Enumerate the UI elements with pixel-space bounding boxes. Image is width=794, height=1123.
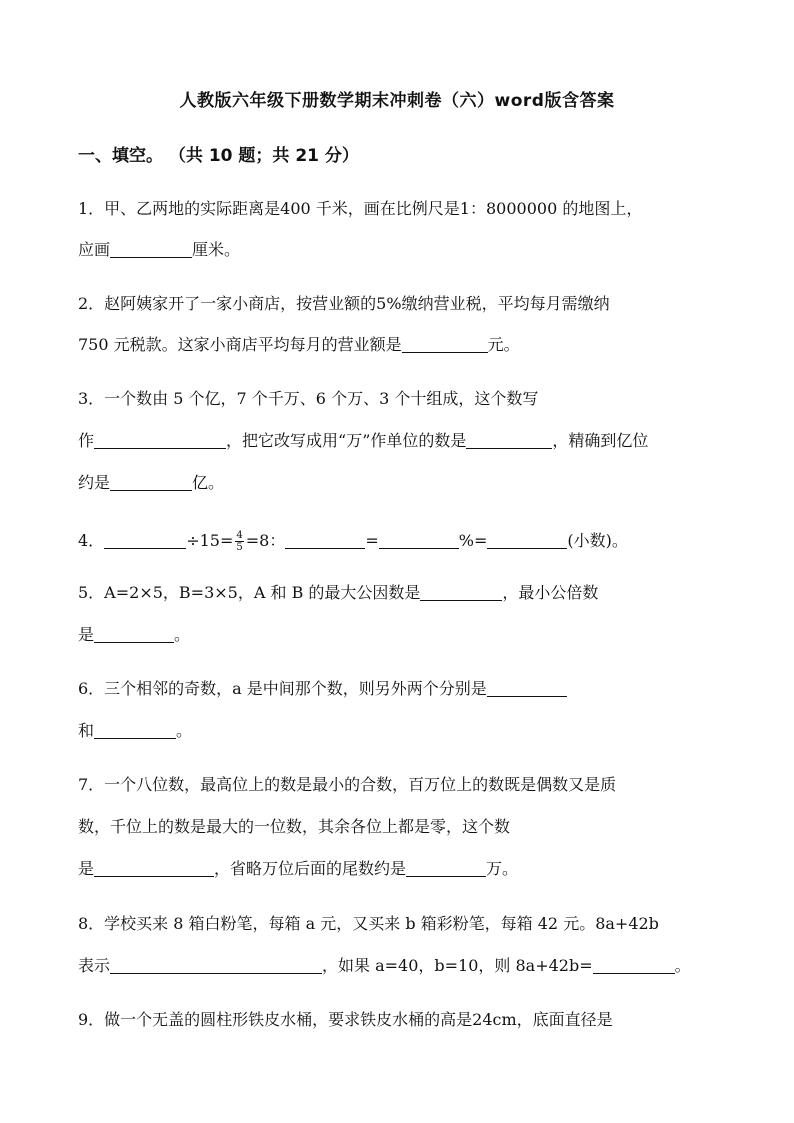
question-3-line-2: 作 ，把它改写成用“万”作单位的数是 ，精确到亿位 <box>78 431 649 450</box>
question-6-line-2: 和 。 <box>78 721 193 740</box>
section-heading <box>78 141 359 166</box>
section-title: 一、填空。 <box>78 146 163 166</box>
answer-blank[interactable] <box>110 239 192 258</box>
question-1-line-2: 应画 厘米。 <box>78 240 241 259</box>
question-2-line-1: 2．赵阿姨家开了一家小商店，按营业额的5%缴纳营业税，平均每月需缴纳 <box>78 294 610 313</box>
question-6-line-1: 6．三个相邻的奇数，a 是中间那个数，则另外两个分别是 <box>78 677 718 701</box>
question-5-line-2: 是 。 <box>78 625 191 644</box>
answer-blank[interactable] <box>487 530 567 549</box>
question-7-line-2: 数，千位上的数是最大的一位数，其余各位上都是零，这个数 <box>78 817 511 836</box>
question-8-line-2: 表示 ，如果 a=40，b=10，则 8a+42b= 。 <box>78 956 691 975</box>
answer-blank[interactable] <box>466 430 552 449</box>
answer-blank[interactable] <box>94 720 176 739</box>
answer-blank[interactable] <box>94 430 226 449</box>
question-3-line-3: 约是 亿。 <box>78 473 225 492</box>
question-7-line-1: 7．一个八位数，最高位上的数是最小的合数，百万位上的数既是偶数又是质 <box>78 775 617 794</box>
question-5-line-1: 5．A=2×5，B=3×5，A 和 B 的最大公因数是 ，最小公倍数 <box>78 583 599 602</box>
answer-blank[interactable] <box>487 678 567 697</box>
answer-blank[interactable] <box>379 530 459 549</box>
answer-blank[interactable] <box>110 472 192 491</box>
question-7-line-3: 是 ，省略万位后面的尾数约是 万。 <box>78 859 519 878</box>
question-4-line-1: 4． ÷15= $\frac{4}{5}$ =8： = %= (小数)。 <box>78 530 628 553</box>
section-meta: （共 10 题；共 21 分） <box>168 146 359 166</box>
question-3-line-1: 3．一个数由 5 个亿，7 个千万、6 个万、3 个十组成，这个数写 <box>78 389 539 408</box>
question-2-line-2: 750 元税款。这家小商店平均每月的营业额是 元。 <box>78 335 520 354</box>
answer-blank[interactable] <box>593 955 675 974</box>
answer-blank[interactable] <box>285 530 365 549</box>
question-8-line-1: 8．学校买来 8 箱白粉笔，每箱 a 元，又买来 b 箱彩粉笔，每箱 42 元。8a+42b <box>78 914 659 933</box>
answer-blank[interactable] <box>104 530 186 549</box>
answer-blank[interactable] <box>420 582 502 601</box>
answer-blank[interactable] <box>406 858 486 877</box>
answer-blank[interactable] <box>94 624 174 643</box>
question-1-line-1: 1．甲、乙两地的实际距离是400 千米，画在比例尺是1：8000000 的地图上， <box>78 199 643 218</box>
question-9-line-1: 9．做一个无盖的圆柱形铁皮水桶，要求铁皮水桶的高是24cm，底面直径是 <box>78 1010 613 1029</box>
answer-blank[interactable] <box>110 955 322 974</box>
document-title: 人教版六年级下册数学期末冲刺卷（六）word版含答案 <box>179 91 615 111</box>
fraction-four-fifths: $\frac{4}{5}$ <box>236 530 243 553</box>
answer-blank[interactable] <box>94 858 214 877</box>
answer-blank[interactable] <box>402 334 488 353</box>
